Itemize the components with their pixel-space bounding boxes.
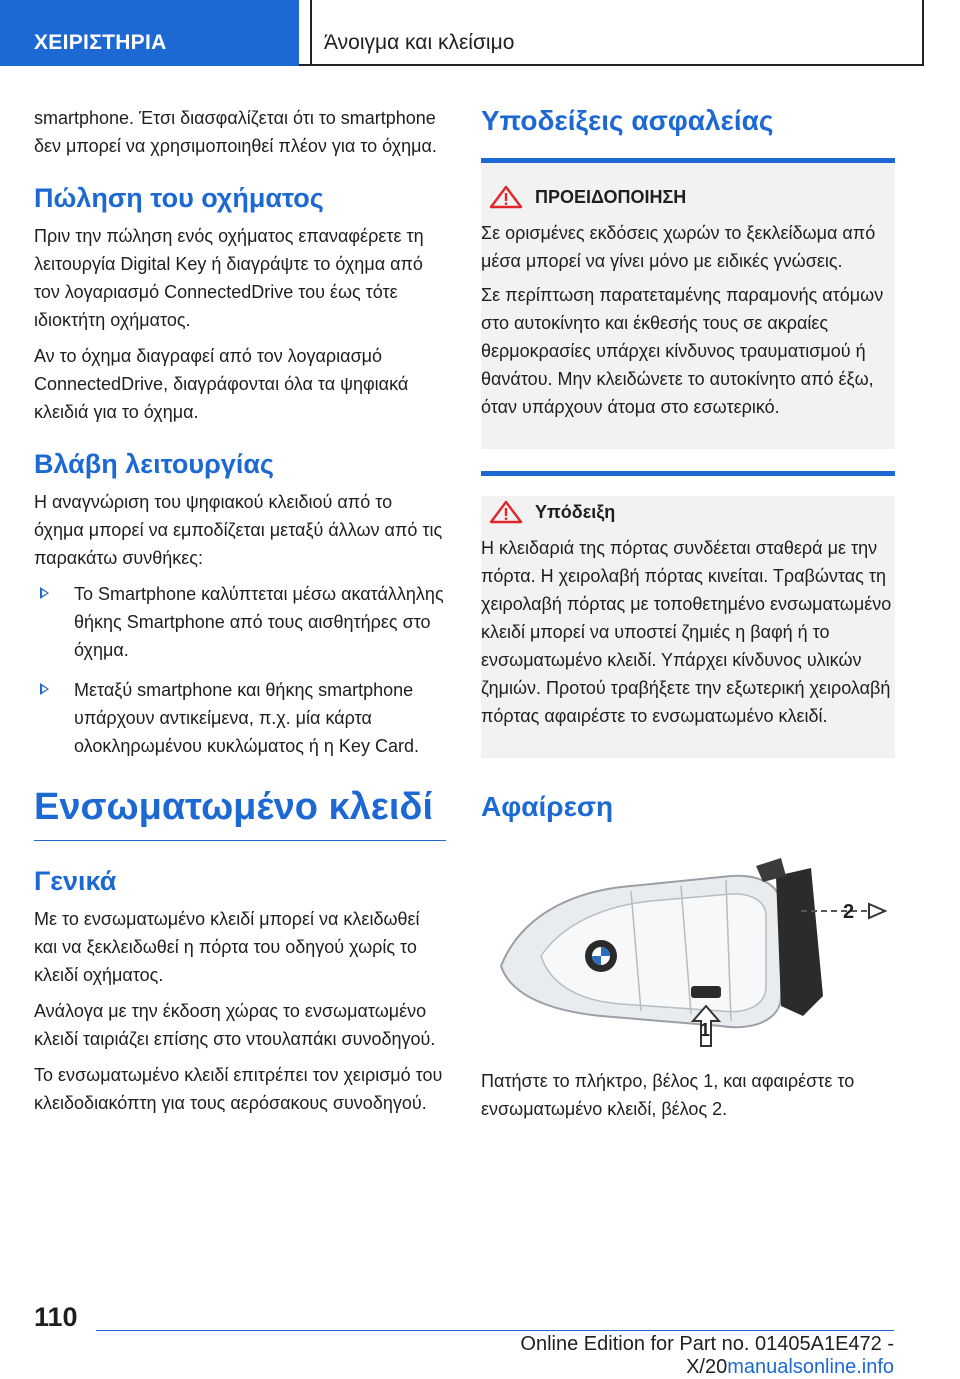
warning-box [481,163,895,449]
general-paragraph-2: Ανάλογα με την έκδοση χώρας το ενσωματωμένο κλειδί ταιριάζει επίσης στο ντουλαπάκι συνοδηγού. [34,1001,436,1049]
left-column [34,104,446,1125]
sale-paragraph-1: Πριν την πώληση ενός οχήματος επαναφέρετε τη λειτουργία Digital Key ή διαγράψτε το όχημα από τον λογαριασμό ConnectedDrive του έως τότε ιδιοκτήτη οχήματος. [34,226,424,330]
caution-triangle-icon [489,500,523,524]
footer-divider [96,1330,894,1331]
right-column [481,104,895,1131]
safety-heading: Υποδείξεις ασφαλείας [481,104,895,163]
page-number: 110 [34,1302,78,1332]
general-heading: Γενικά [34,866,117,896]
removal-paragraph: Πατήστε το πλήκτρο, βέλος 1, και αφαιρέστε το ενσωματωμένο κλειδί, βέλος 2. [481,1071,855,1119]
note-label: Υπόδειξη [535,501,616,522]
general-paragraph-3: Το ενσωματωμένο κλειδί επιτρέπει τον χειρισμό του κλειδοδιακόπτη για τους αερόσακους συνοδηγού. [34,1065,443,1113]
triangle-bullet-icon [40,587,49,599]
general-paragraph-1: Με το ενσωματωμένο κλειδί μπορεί να κλειδωθεί και να ξεκλειδωθεί η πόρτα του οδηγού χωρίς το κλειδί οχήματος. [34,909,420,985]
warning-label: ΠΡΟΕΙΔΟΠΟΙΗΣΗ [535,186,687,207]
removal-heading: Αφαίρεση [481,791,614,822]
fault-paragraph: Η αναγνώριση του ψηφιακού κλειδιού από το όχημα μπορεί να εμποδίζεται μεταξύ άλλων από τις παρακάτω συνθήκες: [34,492,443,568]
note-box [481,496,895,758]
edition-footer [318,1333,894,1379]
warning-paragraph-1: Σε ορισμένες εκδόσεις χωρών το ξεκλείδωμα από μέσα μπορεί να γίνει μόνο με ειδικές γνώσεις. [481,223,876,271]
watermark-text: manualsonline.info [727,1356,894,1378]
section-tab: ΧΕΙΡΙΣΤΗΡΙΑ [0,0,299,66]
chapter-title: Άνοιγμα και κλείσιμο [310,0,924,66]
triangle-bullet-icon [40,683,49,695]
warning-paragraph-2: Σε περίπτωση παρατεταμένης παραμονής ατόμων στο αυτοκίνητο και έκθεσής τους σε ακραίες θερμοκρασίες υπάρχει κίνδυνος τραυματισμού ή θανάτου. Μην κλειδώνετε το αυτοκίνητο από έξω, όταν υπάρχουν άτομα στο εσωτερικό. [481,285,884,417]
page-header [0,0,960,66]
sale-paragraph-2: Αν το όχημα διαγραφεί από τον λογαριασμό ConnectedDrive, διαγράφονται όλα τα ψηφιακά κλειδιά για το όχημα. [34,346,409,422]
list-item: Το Smartphone καλύπτεται μέσω ακατάλληλης θήκης Smartphone από τους αισθητήρες στο όχημα. [34,580,446,664]
key-removal-illustration [481,846,895,1046]
divider [481,471,895,476]
integrated-key-heading: Ενσωματωμένο κλειδί [34,784,446,841]
fault-heading: Βλάβη λειτουργίας [34,449,274,479]
intro-paragraph: smartphone. Έτσι διασφαλίζεται ότι το smartphone δεν μπορεί να χρησιμοποιηθεί πλέον για το όχημα. [34,108,437,156]
callout-1: 1 [700,1020,711,1040]
callout-2: 2 [843,901,855,923]
note-paragraph: Η κλειδαριά της πόρτας συνδέεται σταθερά με την πόρτα. Η χειρολαβή πόρτας κινείται. Τραβώντας τη χειρολαβή πόρτας με τοποθετημένο ενσωματωμένο κλειδί μπορεί να υποστεί ζημιές η βαφή ή το ενσωματωμένο κλειδί. Υπάρχει κίνδυνος υλικών ζημιών. Προτού τραβήξετε την εξωτερική χειρολαβή πόρτας αφαιρέστε το ενσωματωμένο κλειδί. [481,538,892,726]
warning-triangle-icon [489,185,523,209]
list-item: Μεταξύ smartphone και θήκης smartphone υπάρχουν αντικείμενα, π.χ. μία κάρτα ολοκληρωμένου κυκλώματος ή η Key Card. [34,676,446,760]
fault-list [34,580,446,760]
edition-text: Online Edition for Part no. 01405A1E472 - X/20 [520,1333,894,1378]
sale-heading: Πώληση του οχήματος [34,183,324,213]
